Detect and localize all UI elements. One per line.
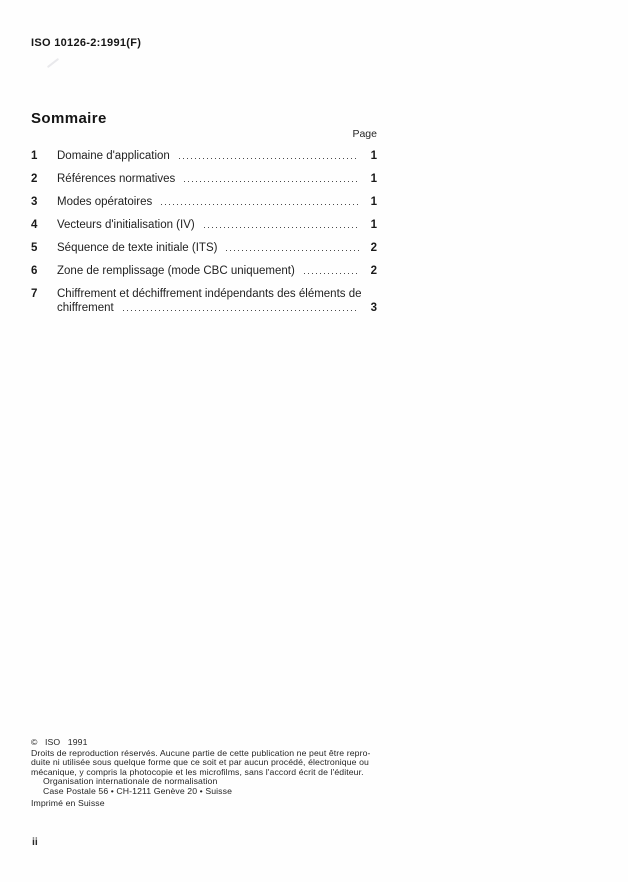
page-number: ii (32, 836, 38, 848)
toc-entry-page: 1 (370, 150, 377, 162)
toc-entry-number: 3 (31, 196, 38, 208)
toc-entry-6 (31, 265, 377, 278)
toc-entry-label-line1: Chiffrement et déchiffrement indépendants des éléments de (57, 288, 362, 300)
page-column-label: Page (352, 128, 377, 140)
toc-entry-page: 2 (370, 265, 377, 277)
toc-entry-3 (31, 196, 377, 209)
rights-line-2: duite ni utilisée sous quelque forme que ce soit et par aucun procédé, électronique ou (31, 757, 369, 767)
toc-entry-label: Modes opératoires (57, 196, 153, 208)
copyright-line: © ISO 1991 (31, 737, 88, 747)
dot-leader (179, 152, 359, 162)
toc-entry-number: 1 (31, 150, 38, 162)
dot-leader (184, 175, 359, 185)
toc-entry-number: 7 (31, 288, 38, 300)
toc-entry-number: 5 (31, 242, 38, 254)
toc-entry-label-line2: chiffrement (57, 301, 114, 314)
toc-entry-number: 2 (31, 173, 38, 185)
dot-leader (304, 267, 359, 277)
dot-leader (123, 303, 359, 313)
toc-entry-number: 6 (31, 265, 38, 277)
toc-entry-7 (31, 288, 377, 314)
toc-entry-page: 1 (370, 219, 377, 231)
printed-in-line: Imprimé en Suisse (31, 797, 105, 808)
toc-entry-4 (31, 219, 377, 232)
rights-line-1: Droits de reproduction réservés. Aucune partie de cette publication ne peut être repro- (31, 747, 371, 758)
dot-leader (226, 244, 359, 254)
toc-heading: Sommaire (31, 110, 107, 127)
toc-entry-label: Domaine d'application (57, 150, 170, 162)
toc-entry-line2 (57, 302, 377, 315)
toc-entry-page: 3 (370, 301, 377, 314)
table-of-contents (31, 150, 377, 325)
toc-entry-label: Séquence de texte initiale (ITS) (57, 242, 218, 254)
toc-entry-body (57, 288, 377, 314)
toc-entry-label: Vecteurs d'initialisation (IV) (57, 219, 195, 231)
document-reference: ISO 10126-2:1991(F) (31, 37, 142, 49)
toc-entry-5 (31, 242, 377, 255)
toc-entry-2 (31, 173, 377, 186)
toc-entry-page: 1 (370, 173, 377, 185)
toc-entry-label: Zone de remplissage (mode CBC uniquement) (57, 265, 295, 277)
dot-leader (161, 198, 359, 208)
toc-entry-1 (31, 150, 377, 163)
dot-leader (204, 221, 359, 231)
toc-entry-page: 2 (370, 242, 377, 254)
rights-line-3: mécanique, y compris la photocopie et les microfilms, sans l'accord écrit de l'éditeur. (31, 766, 364, 777)
organisation-address: Case Postale 56 • CH-1211 Genève 20 • Suisse (43, 785, 232, 796)
toc-entry-page: 1 (370, 196, 377, 208)
toc-entry-label: Références normatives (57, 173, 176, 185)
copyright-block (31, 738, 397, 808)
organisation-name: Organisation internationale de normalisation (43, 776, 218, 786)
toc-entry-number: 4 (31, 219, 38, 231)
scan-artifact-mark (47, 58, 59, 68)
